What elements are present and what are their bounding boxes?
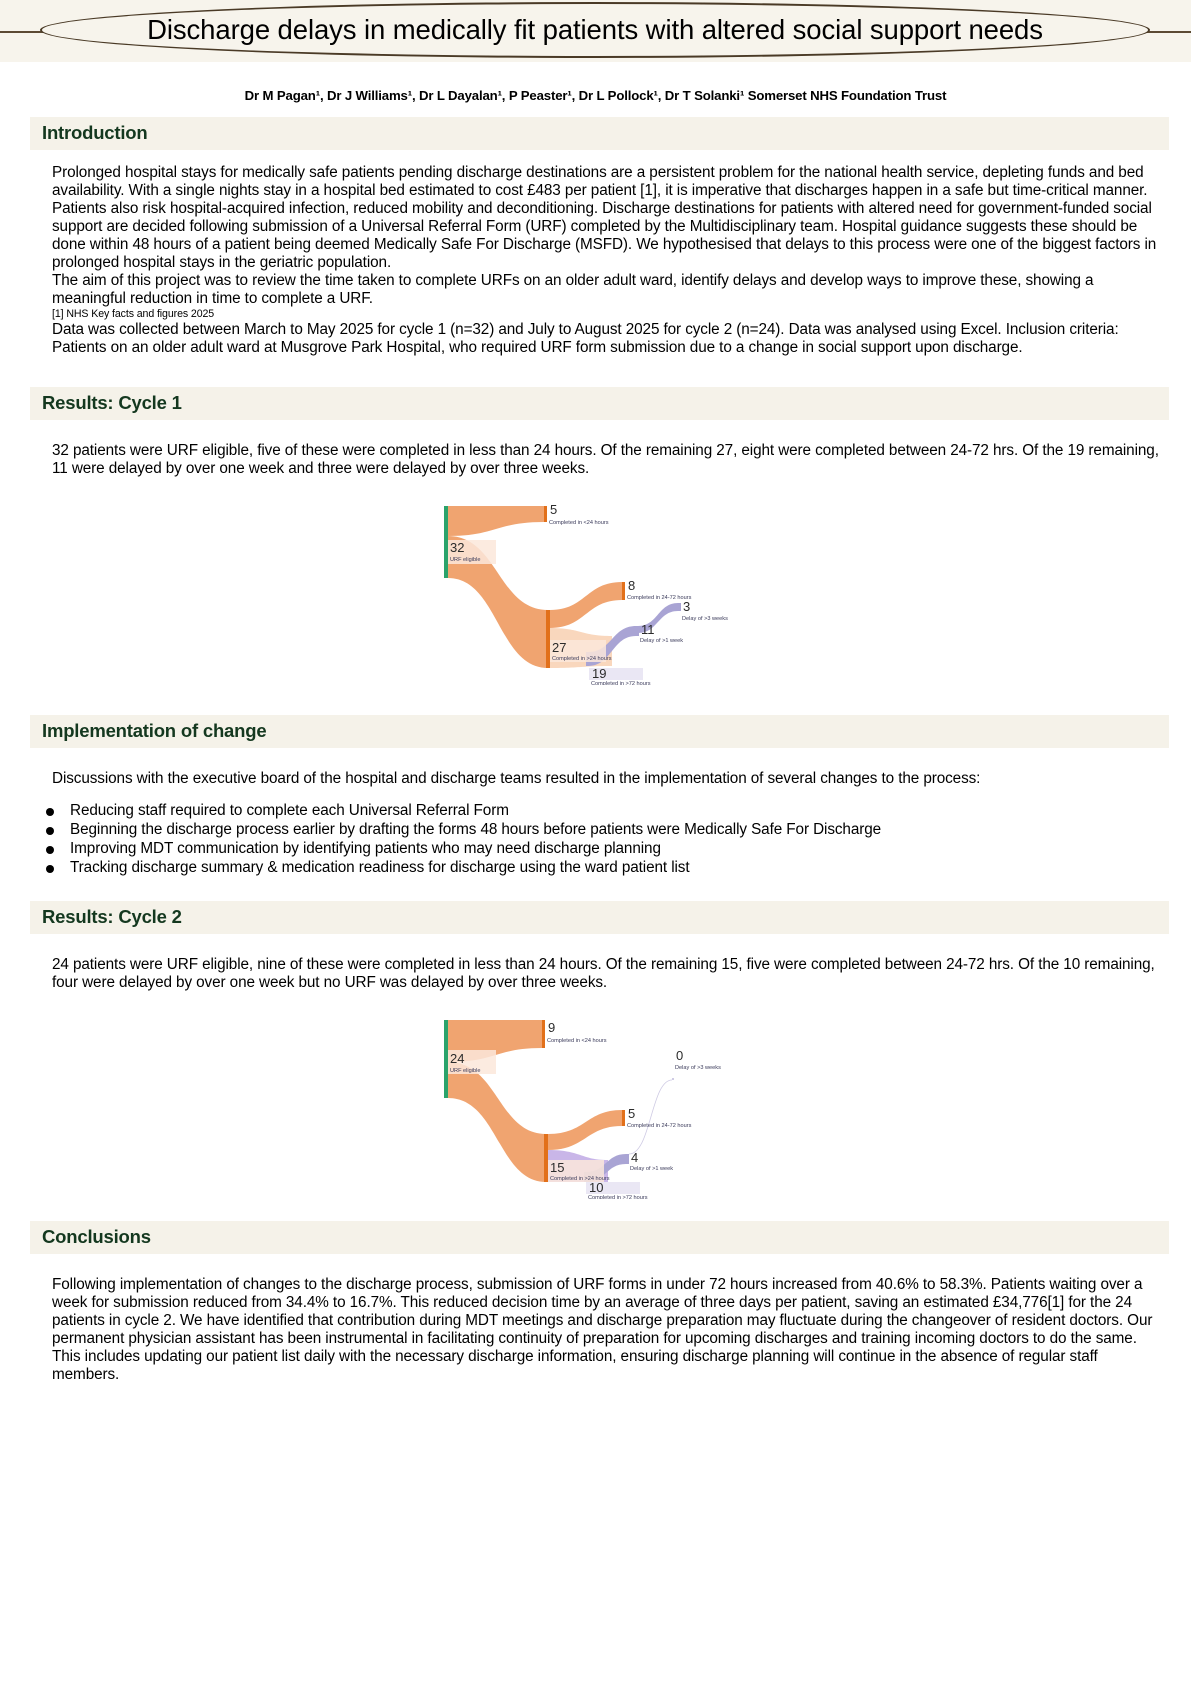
introduction-paragraph-3: Data was collected between March to May 2025 for cycle 1 (n=32) and July to August 2025 for cycle 2 (n=24). Data was analysed using Excel. Inclusion criteria: Patients on an older adult ward at Musgrove Park Hospital, who required URF form submission due to a change in social support upon discharge.	[52, 321, 1119, 357]
label-gt72: Completed in >72 hours	[590, 681, 651, 686]
label-lt24: Completed in <24 hours	[548, 520, 609, 527]
node-gt24	[546, 610, 550, 668]
node-lt24	[544, 506, 547, 522]
label-urf-eligible: URF eligible	[449, 557, 480, 564]
value-w3: 3	[682, 599, 690, 615]
value-2472: 8	[627, 578, 635, 594]
node-w3	[678, 603, 681, 611]
value-gt24: 15	[549, 1159, 564, 1175]
flow-urf-to-lt24	[448, 506, 544, 536]
section-header-results-cycle-1: Results: Cycle 1	[30, 387, 1169, 420]
label-urf-eligible: URF eligible	[449, 1067, 480, 1074]
section-header-implementation: Implementation of change	[30, 715, 1169, 748]
node-w1	[636, 626, 639, 636]
section-header-results-cycle-2: Results: Cycle 2	[30, 901, 1169, 934]
label-lt24: Completed in <24 hours	[546, 1037, 607, 1044]
label-gt24: Completed in >24 hours	[549, 1175, 610, 1182]
poster-title-banner	[0, 0, 1191, 62]
introduction-paragraph-2: The aim of this project was to review the time taken to complete URFs on an older adult ward, identify delays and develop ways to improve these, showing a meaningful reduction in time to complete a URF.	[52, 272, 1094, 308]
conclusions-body	[52, 1276, 1159, 1384]
results-cycle-1-body	[52, 442, 1159, 478]
label-w1: Delay of >1 week	[629, 1165, 673, 1172]
flow-gt24-to-2472	[548, 1110, 622, 1150]
label-gt72: Completed in >72 hours	[587, 1194, 648, 1199]
list-item: Improving MDT communication by identifying patients who may need discharge planning	[40, 840, 1191, 858]
page-title: Discharge delays in medically fit patients with altered social support needs	[147, 14, 1043, 45]
value-2472: 5	[627, 1105, 635, 1121]
flow-w1-to-w3	[629, 1080, 672, 1154]
value-urf-eligible: 24	[449, 1050, 464, 1066]
label-w1: Delay of >1 week	[639, 638, 683, 645]
node-2472	[622, 1110, 625, 1126]
cycle-1-sankey-chart	[0, 500, 1191, 685]
results-cycle-2-body	[52, 956, 1159, 992]
value-w1: 4	[630, 1149, 638, 1165]
node-2472	[622, 582, 625, 600]
section-header-introduction: Introduction	[30, 117, 1169, 150]
flow-gt24-to-2472	[550, 582, 622, 628]
author-list: Dr M Pagan¹, Dr J Williams¹, Dr L Dayalan¹, P Peaster¹, Dr L Pollock¹, Dr T Solanki¹ Somerset NHS Foundation Trust	[244, 88, 947, 103]
results-cycle-2-text: 24 patients were URF eligible, nine of these were completed in less than 24 hours. Of the remaining 15, five were completed between 24-72 hrs. Of the 10 remaining, four were delayed by over one week but no URF was delayed by over three weeks.	[52, 955, 1155, 991]
cycle-2-sankey-svg	[436, 1014, 756, 1199]
value-gt72: 10	[588, 1179, 603, 1195]
node-urf-eligible	[444, 506, 448, 578]
node-w3	[672, 1078, 674, 1080]
cycle-2-sankey-chart	[0, 1014, 1191, 1199]
list-item: Reducing staff required to complete each Universal Referral Form	[40, 802, 1191, 820]
flow-urf-to-gt24	[448, 1062, 546, 1182]
results-cycle-1-text: 32 patients were URF eligible, five of these were completed in less than 24 hours. Of the remaining 27, eight were completed between 24-72 hrs. Of the 19 remaining, 11 were delayed by over one week and three were delayed by over three weeks.	[52, 442, 1159, 478]
list-item: Tracking discharge summary & medication readiness for discharge using the ward patient list	[40, 859, 1191, 877]
label-w3: Delay of >3 weeks	[681, 616, 728, 623]
introduction-paragraph-1: Prolonged hospital stays for medically safe patients pending discharge destinations are a persistent problem for the national health service, depleting funds and bed availability. With a single nights stay in a hospital bed estimated to cost £483 per patient [1], it is imperative that discharges happen in a safe but time-critical manner. Patients also risk hospital-acquired infection, reduced mobility and deconditioning. Discharge destinations for patients with altered need for government-funded social support are decided following submission of a Universal Referral Form (URF) completed by the Multidisciplinary team. Hospital guidance suggests these should be done within 48 hours of a patient being deemed Medically Safe For Discharge (MSFD). We hypothesised that delays to this process were one of the biggest factors in prolonged hospital stays in the geriatric population.	[52, 164, 1157, 272]
value-lt24: 5	[549, 502, 557, 518]
value-urf-eligible: 32	[449, 540, 464, 556]
value-lt24: 9	[547, 1019, 555, 1035]
implementation-change-list	[0, 802, 1191, 877]
introduction-reference: [1] NHS Key facts and figures 2025	[52, 308, 215, 321]
implementation-body	[52, 770, 1159, 788]
label-gt24: Completed in >24 hours	[551, 656, 612, 663]
node-lt24	[542, 1020, 545, 1048]
label-2472: Completed in 24-72 hours	[626, 595, 691, 602]
implementation-intro: Discussions with the executive board of the hospital and discharge teams resulted in the implementation of several changes to the process:	[52, 770, 981, 788]
conclusions-text: Following implementation of changes to the discharge process, submission of URF forms in under 72 hours increased from 40.6% to 58.3%. Patients waiting over a week for submission reduced from 34.4% to 16.7%. This reduced decision time by an average of three days per patient, saving an estimated £34,776[1] for the 24 patients in cycle 2. We have identified that contribution during MDT meetings and discharge preparation may fluctuate during the changeover of resident doctors. Our permanent physician assistant has been instrumental in facilitating continuity of preparation for upcoming discharges and training incoming doctors to do the same. This includes updating our patient list daily with the necessary discharge information, ensuring discharge planning will continue in the absence of regular staff members.	[52, 1275, 1153, 1383]
node-w1	[626, 1154, 629, 1164]
value-gt72: 19	[591, 666, 606, 682]
value-w3: 0	[675, 1047, 683, 1063]
value-w1: 11	[640, 622, 654, 638]
cycle-1-sankey-svg	[436, 500, 756, 685]
label-w3: Delay of >3 weeks	[674, 1064, 721, 1071]
list-item: Beginning the discharge process earlier by drafting the forms 48 hours before patients were Medically Safe For Discharge	[40, 821, 1191, 839]
label-2472: Completed in 24-72 hours	[626, 1122, 691, 1129]
node-urf-eligible	[444, 1020, 448, 1098]
introduction-body	[52, 164, 1159, 357]
section-header-conclusions: Conclusions	[30, 1221, 1169, 1254]
node-gt24	[544, 1134, 548, 1182]
value-gt24: 27	[551, 640, 566, 656]
